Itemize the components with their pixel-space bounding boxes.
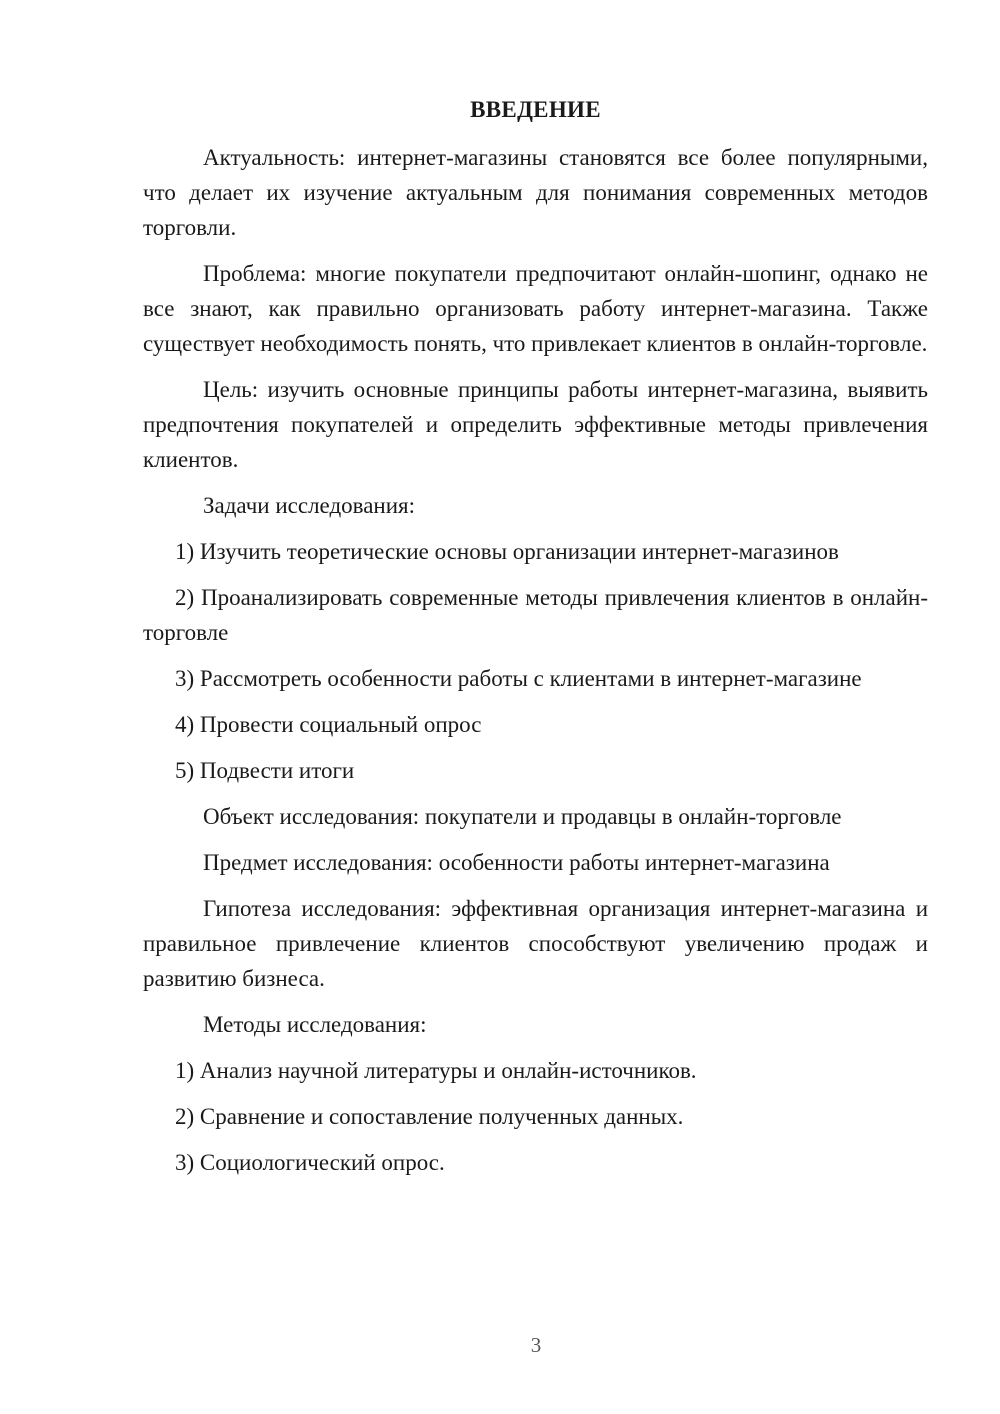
object-paragraph: Объект исследования: покупатели и продавцы в онлайн-торговле bbox=[203, 804, 842, 829]
subject-paragraph: Предмет исследования: особенности работы интернет-магазина bbox=[203, 850, 830, 875]
task-item: 1) Изучить теоретические основы организации интернет-магазинов bbox=[175, 539, 839, 564]
method-item: 3) Социологический опрос. bbox=[175, 1150, 445, 1175]
method-item: 1) Анализ научной литературы и онлайн-источников. bbox=[175, 1058, 697, 1083]
task-item: 4) Провести социальный опрос bbox=[175, 712, 482, 737]
task-item: 2) Проанализировать современные методы привлечения клиентов в онлайн-торговле bbox=[143, 585, 928, 645]
hypothesis-paragraph: Гипотеза исследования: эффективная организация интернет-магазина и правильное привлечение клиентов способствуют увеличению продаж и развитию бизнеса. bbox=[143, 896, 928, 991]
goal-paragraph: Цель: изучить основные принципы работы интернет-магазина, выявить предпочтения покупателей и определить эффективные методы привлечения клиентов. bbox=[143, 377, 928, 472]
page-number: 3 bbox=[530, 1333, 542, 1357]
methods-heading: Методы исследования: bbox=[203, 1012, 427, 1037]
task-item: 5) Подвести итоги bbox=[175, 758, 355, 783]
method-item: 2) Сравнение и сопоставление полученных данных. bbox=[175, 1104, 684, 1129]
relevance-paragraph: Актуальность: интернет-магазины становятся все более популярными, что делает их изучение актуальным для понимания современных методов торговли. bbox=[143, 145, 928, 240]
page-content bbox=[143, 92, 928, 1191]
problem-paragraph: Проблема: многие покупатели предпочитают онлайн-шопинг, однако не все знают, как правильно организовать работу интернет-магазина. Также существует необходимость понять, что привлекает клиентов в онлайн-торговле. bbox=[143, 261, 928, 356]
page-title: ВВЕДЕНИЕ bbox=[470, 97, 601, 122]
task-item: 3) Рассмотреть особенности работы с клиентами в интернет-магазине bbox=[175, 666, 862, 691]
tasks-heading: Задачи исследования: bbox=[203, 493, 416, 518]
